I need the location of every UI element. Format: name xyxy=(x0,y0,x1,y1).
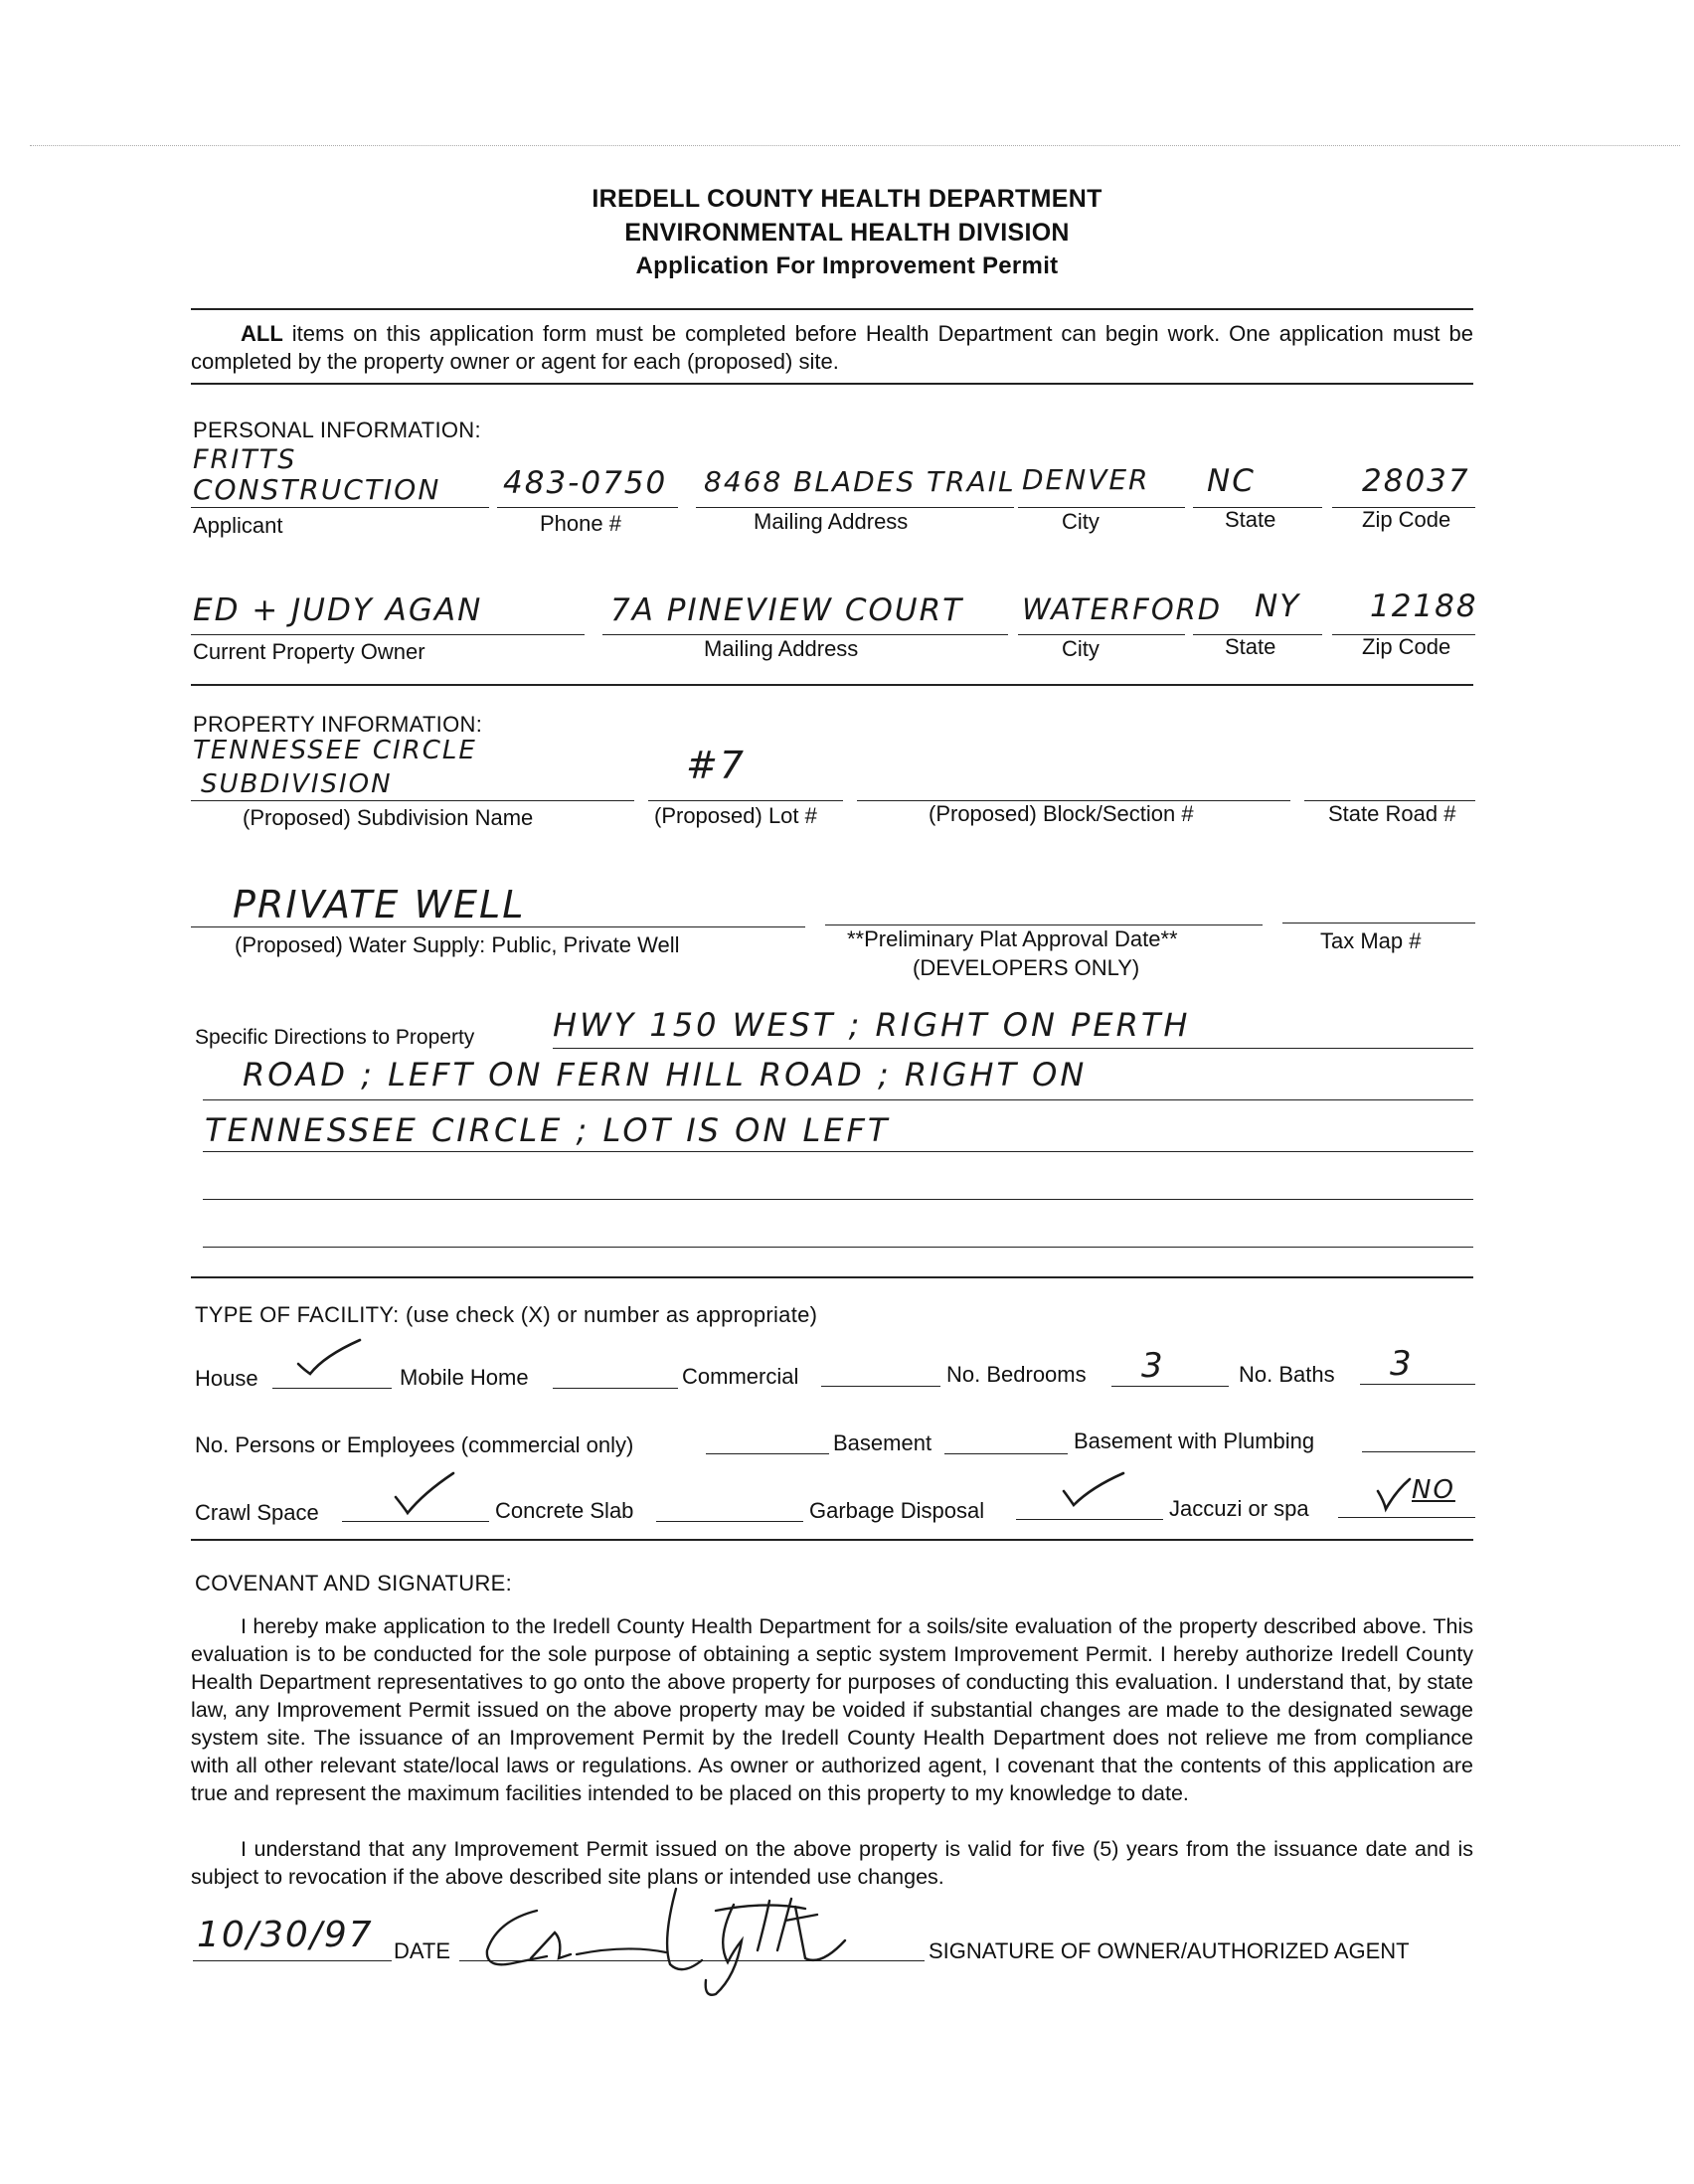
bedrooms-value: 3 xyxy=(1141,1346,1165,1386)
lot-label: (Proposed) Lot # xyxy=(654,803,817,828)
water-supply-value: PRIVATE WELL xyxy=(233,883,526,926)
underline xyxy=(648,800,843,801)
state-label: State xyxy=(1225,507,1276,532)
underline xyxy=(944,1453,1068,1454)
owner-mailing-label: Mailing Address xyxy=(704,636,859,661)
intro-text: ALL items on this application form must be completed before Health Department can begin work. One application must be completed by the property owner or agent for each (proposed) site. xyxy=(191,321,1473,374)
underline xyxy=(1282,923,1475,924)
baths-label: No. Baths xyxy=(1239,1362,1335,1387)
personal-info-heading: PERSONAL INFORMATION: xyxy=(193,418,481,442)
mailing-address-label: Mailing Address xyxy=(754,509,909,534)
divider xyxy=(191,1276,1473,1278)
crawl-space-label: Crawl Space xyxy=(195,1500,319,1525)
divider xyxy=(191,308,1473,310)
underline xyxy=(1360,1384,1475,1385)
owner-city-label: City xyxy=(1062,636,1100,661)
garbage-disposal-check-mark xyxy=(1058,1467,1129,1511)
division-title: ENVIRONMENTAL HEALTH DIVISION xyxy=(624,219,1070,247)
applicant-zip: 28037 xyxy=(1362,463,1470,499)
underline xyxy=(497,507,678,508)
phone-label: Phone # xyxy=(540,511,621,536)
underline xyxy=(553,1388,678,1389)
underline xyxy=(1362,1451,1475,1452)
jacuzzi-value: NO xyxy=(1412,1475,1455,1505)
divider xyxy=(191,383,1473,385)
persons-label: No. Persons or Employees (commercial only) xyxy=(195,1432,634,1457)
underline xyxy=(203,1199,1473,1200)
owner-state-label: State xyxy=(1225,634,1276,659)
jacuzzi-label: Jaccuzi or spa xyxy=(1169,1496,1309,1521)
water-supply-label: (Proposed) Water Supply: Public, Private Well xyxy=(235,932,680,957)
underline xyxy=(191,634,585,635)
underline xyxy=(1018,634,1185,635)
scan-edge-line xyxy=(30,145,1680,146)
mobile-home-label: Mobile Home xyxy=(400,1365,529,1390)
divider xyxy=(191,684,1473,686)
underline xyxy=(821,1386,940,1387)
plat-approval-label: **Preliminary Plat Approval Date** xyxy=(847,926,1178,951)
date-label: DATE xyxy=(394,1938,451,1963)
applicant-state: NC xyxy=(1207,463,1256,499)
owner-city: WATERFORD xyxy=(1022,592,1223,626)
underline xyxy=(191,800,634,801)
signature-label: SIGNATURE OF OWNER/AUTHORIZED AGENT xyxy=(929,1938,1410,1963)
subdivision-line1: TENNESSEE CIRCLE xyxy=(193,736,477,765)
underline xyxy=(656,1521,803,1522)
subdivision-label: (Proposed) Subdivision Name xyxy=(243,805,534,830)
subdivision-line2: SUBDIVISION xyxy=(201,769,393,799)
property-info-heading: PROPERTY INFORMATION: xyxy=(193,712,483,737)
tax-map-label: Tax Map # xyxy=(1320,928,1422,953)
house-check-mark xyxy=(294,1334,366,1380)
owner-address: 7A PINEVIEW COURT xyxy=(610,592,964,628)
concrete-slab-label: Concrete Slab xyxy=(495,1498,634,1523)
garbage-disposal-label: Garbage Disposal xyxy=(809,1498,985,1523)
jacuzzi-check-mark xyxy=(1374,1475,1414,1515)
underline xyxy=(1016,1519,1163,1520)
covenant-heading: COVENANT AND SIGNATURE: xyxy=(195,1571,513,1596)
city-label: City xyxy=(1062,509,1100,534)
facility-heading: TYPE OF FACILITY: (use check (X) or number as appropriate) xyxy=(195,1302,818,1327)
owner-label: Current Property Owner xyxy=(193,639,425,664)
department-title: IREDELL COUNTY HEALTH DEPARTMENT xyxy=(592,185,1102,213)
date-value: 10/30/97 xyxy=(197,1915,374,1955)
underline xyxy=(1338,1517,1475,1518)
applicant-name-line1: FRITTS xyxy=(193,444,297,475)
commercial-label: Commercial xyxy=(682,1364,799,1389)
underline xyxy=(553,1048,1473,1049)
lot-number: #7 xyxy=(686,744,747,787)
divider xyxy=(191,1539,1473,1541)
underline xyxy=(696,507,1014,508)
underline xyxy=(191,507,489,508)
zip-label: Zip Code xyxy=(1362,507,1451,532)
underline xyxy=(342,1521,489,1522)
directions-line3: TENNESSEE CIRCLE ; LOT IS ON LEFT xyxy=(205,1111,891,1149)
directions-line1: HWY 150 WEST ; RIGHT ON PERTH xyxy=(553,1006,1191,1044)
applicant-city: DENVER xyxy=(1022,463,1150,496)
covenant-paragraph-2: I understand that any Improvement Permit issued on the above property is valid for five (5) years from the issuance date and is subject to revocation if the above described site plans or intended use changes. xyxy=(191,1837,1473,1889)
state-road-label: State Road # xyxy=(1328,801,1456,826)
underline xyxy=(203,1099,1473,1100)
applicant-address: 8468 BLADES TRAIL xyxy=(704,465,1016,498)
form-title: Application For Improvement Permit xyxy=(635,252,1059,279)
underline xyxy=(272,1388,392,1389)
covenant-paragraph-1: I hereby make application to the Iredell County Health Department for a soils/site evaluation of the property described above. This evaluation is to be conducted for the sole purpose of obtaining a septic system Improvement Permit. I hereby authorize Iredell County Health Department representatives to go onto the above property for purposes of conducting this evaluation. I understand that, by state law, any Improvement Permit issued on the above property may be voided if substantial changes are made to the designated sewage system site. The issuance of an Improvement Permit by the Iredell County Health Department does not relieve me from compliance with all other relevant state/local laws or regulations. As owner or authorized agent, I covenant that the contents of this application are true and represent the maximum facilities intended to be placed on this property to my knowledge to date. xyxy=(191,1614,1473,1805)
basement-plumbing-label: Basement with Plumbing xyxy=(1074,1428,1315,1453)
underline xyxy=(193,1960,392,1961)
baths-value: 3 xyxy=(1390,1344,1414,1384)
underline xyxy=(191,926,805,927)
underline xyxy=(203,1151,1473,1152)
house-label: House xyxy=(195,1366,258,1391)
directions-line2: ROAD ; LEFT ON FERN HILL ROAD ; RIGHT ON xyxy=(243,1056,1088,1093)
owner-zip: 12188 xyxy=(1370,588,1478,624)
underline xyxy=(203,1247,1473,1248)
owner-name: ED + JUDY AGAN xyxy=(193,592,483,628)
underline xyxy=(1111,1386,1229,1387)
signature-drawing xyxy=(467,1881,885,2000)
bedrooms-label: No. Bedrooms xyxy=(946,1362,1087,1387)
developers-only-label: (DEVELOPERS ONLY) xyxy=(913,955,1140,980)
applicant-phone: 483-0750 xyxy=(503,465,668,501)
owner-zip-label: Zip Code xyxy=(1362,634,1451,659)
owner-state: NY xyxy=(1255,588,1301,624)
basement-label: Basement xyxy=(833,1430,932,1455)
applicant-name-line2: CONSTRUCTION xyxy=(193,473,441,506)
applicant-label: Applicant xyxy=(193,513,283,538)
underline xyxy=(825,924,1263,925)
underline xyxy=(1018,507,1185,508)
directions-label: Specific Directions to Property xyxy=(195,1026,475,1049)
underline xyxy=(706,1453,829,1454)
block-label: (Proposed) Block/Section # xyxy=(929,801,1194,826)
crawl-space-check-mark xyxy=(390,1467,461,1519)
underline xyxy=(602,634,1008,635)
